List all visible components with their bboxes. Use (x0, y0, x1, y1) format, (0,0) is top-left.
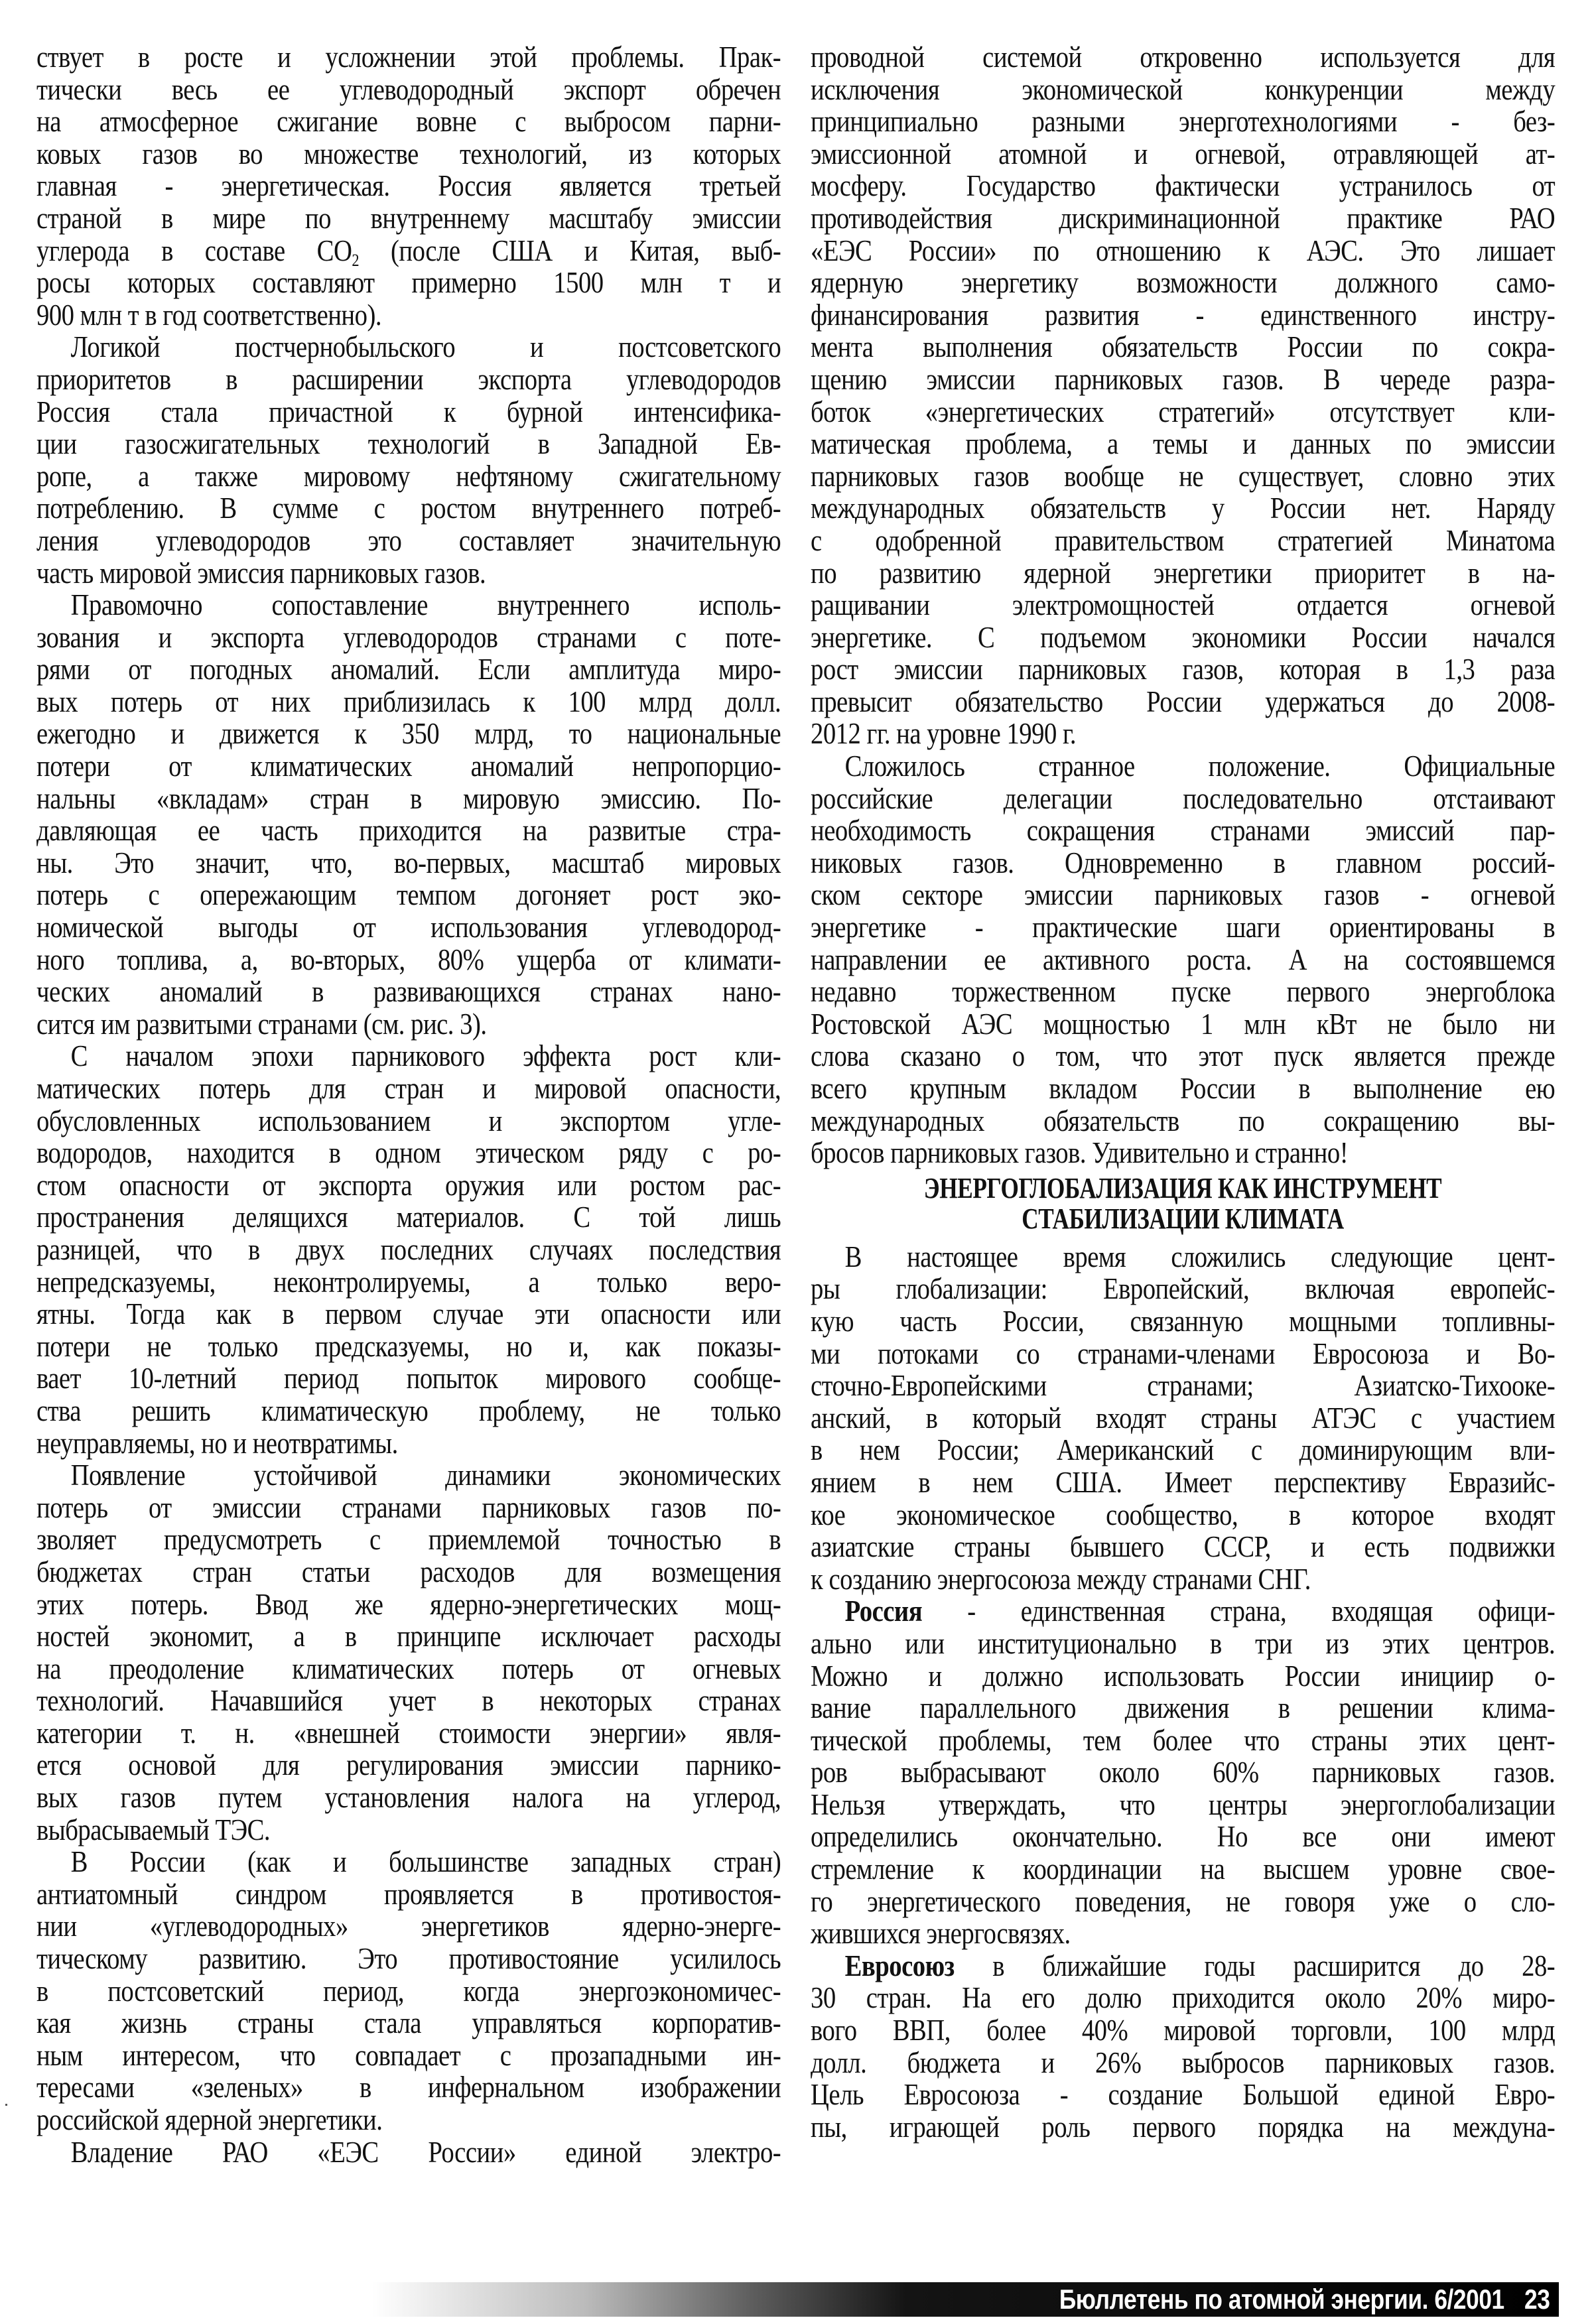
text-segment: боток «энергетических стратегий» отсутствует кли- (811, 395, 1556, 428)
text-line (811, 460, 1555, 493)
text-segment: недавно торжественном пуске первого энергоблока (811, 975, 1556, 1009)
text-segment: Нельзя утверждать, что центры энергоглобализации (811, 1787, 1556, 1821)
text-line (36, 74, 781, 106)
text-segment: 30 стран. На его долю приходится около 20% миро- (811, 1981, 1556, 2015)
text-segment: Правомочно сопоставление внутреннего исполь- (70, 588, 781, 622)
text-line (811, 944, 1555, 976)
text-line (36, 1878, 781, 1911)
text-segment: потреблению. В сумме с ростом внутреннего потреб- (36, 491, 781, 525)
text-segment: ры глобализации: Европейский, включая европейс- (811, 1272, 1556, 1306)
text-segment: янием в нем США. Имеет перспективу Евразийс- (811, 1465, 1556, 1499)
text-segment: сится им развитыми странами (см. рис. 3). (36, 1007, 487, 1041)
text-segment: превысит обязательство России удержаться до 2008- (811, 684, 1556, 718)
text-segment: технологий. Начавшийся учет в некоторых странах (36, 1684, 781, 1718)
section-heading-line: ЭНЕРГОГЛОБАЛИЗАЦИЯ КАК ИНСТРУМЕНТ (923, 1171, 1442, 1204)
text-segment: парниковых газов вообще не существует, словно этих (811, 459, 1556, 493)
text-line (811, 1531, 1555, 1563)
text-segment: ращивании электромощностей отдается огневой (811, 588, 1556, 622)
bold-lead-term: Россия (844, 1594, 923, 1628)
text-segment: азиатские страны бывшего СССР, и есть подвижки (811, 1530, 1556, 1564)
text-segment: выбрасываемый ТЭС. (36, 1813, 271, 1846)
text-line (811, 2014, 1555, 2047)
text-line (36, 363, 781, 396)
text-line (36, 686, 781, 718)
text-line (811, 814, 1555, 847)
text-segment: приоритетов в расширении экспорта углеводородов (36, 362, 781, 396)
text-segment: ны. Это значит, что, во-первых, масштаб мировых (36, 846, 781, 879)
text-line (811, 976, 1555, 1008)
text-line (811, 138, 1555, 170)
text-segment: стом опасности от экспорта оружия или ростом рас- (36, 1168, 781, 1202)
text-line (811, 1241, 1555, 1273)
text-line (811, 1917, 1555, 1950)
text-line (36, 2136, 781, 2169)
text-line (36, 460, 781, 493)
text-line (811, 41, 1555, 74)
text-segment: тересами «зеленых» в инфернальном изображении (36, 2071, 781, 2104)
text-line (811, 621, 1555, 654)
text-line (36, 589, 781, 621)
text-line (36, 1362, 781, 1395)
text-segment: долл. бюджета и 26% выбросов парниковых газов. (811, 2045, 1556, 2079)
text-line (811, 911, 1555, 944)
text-segment: финансирования развития - единственного инстру- (811, 298, 1556, 332)
text-line (36, 299, 781, 332)
text-line (36, 1492, 781, 1524)
text-line (811, 363, 1555, 396)
text-segment: всего крупным вкладом России в выполнение ею (811, 1072, 1556, 1105)
text-line (811, 653, 1555, 686)
text-segment: потери от климатических аномалий непропорцио- (36, 749, 781, 783)
text-segment: нии «углеводородных» энергетиков ядерно-энерге- (36, 1909, 781, 1943)
text-segment: непредсказуемы, неконтролируемы, а только веро- (36, 1265, 781, 1299)
text-segment: исключения экономической конкуренции между (811, 72, 1556, 106)
text-segment: ально или институционально в три из этих центров. (811, 1626, 1556, 1660)
text-line (811, 783, 1555, 815)
text-line (36, 911, 781, 944)
text-line (36, 847, 781, 879)
text-segment: ства решить климатическую проблему, не только (36, 1393, 781, 1427)
text-segment: слова сказано о том, что этот пуск является прежде (811, 1039, 1556, 1073)
text-segment: к созданию энергосоюза между странами СНГ. (811, 1562, 1311, 1596)
text-line (36, 1459, 781, 1492)
text-line (811, 879, 1555, 911)
text-segment: потерь от эмиссии странами парниковых газов по- (36, 1490, 781, 1524)
text-line (811, 170, 1555, 202)
text-line (811, 1756, 1555, 1789)
text-segment: Появление устойчивой динамики экономических (70, 1458, 781, 1492)
text-line (811, 331, 1555, 363)
text-segment: по развитию ядерной энергетики приоритет в на- (811, 556, 1556, 590)
text-segment: необходимость сокращения странами эмиссий пар- (811, 814, 1556, 848)
text-segment: вых потерь от них приблизилась к 100 млрд долл. (36, 684, 781, 718)
right-column (811, 41, 1555, 2143)
text-line (36, 1620, 781, 1653)
text-segment: 2012 гг. на уровне 1990 г. (811, 717, 1077, 751)
text-line (36, 1234, 781, 1266)
text-segment: вых газов путем установления налога на углерод, (36, 1781, 781, 1815)
text-segment: 900 млн т в год соответственно). (36, 298, 381, 332)
text-segment: сточно-Европейскими странами; Азиатско-Тихооке- (811, 1369, 1556, 1403)
text-line (36, 1717, 781, 1750)
text-segment: (после США и Китая, выб- (359, 233, 781, 267)
text-line (36, 1298, 781, 1330)
text-segment: Ростовской АЭС мощностью 1 млн кВт не было ни (811, 1007, 1556, 1041)
text-line (811, 1789, 1555, 1821)
text-segment: потерь с опережающим темпом догоняет рост эко- (36, 878, 781, 912)
text-line (36, 2071, 781, 2104)
text-line (36, 718, 781, 750)
text-segment: энергетике - практические шаги ориентированы в (811, 911, 1556, 944)
page-number: 23 (1524, 2284, 1550, 2315)
text-segment: ров выбрасывают около 60% парниковых газов. (811, 1756, 1556, 1789)
text-segment: в постсоветский период, когда энергоэкономичес- (36, 1974, 781, 2008)
text-segment: Логикой постчернобыльского и постсоветского (70, 330, 781, 364)
text-segment: рост эмиссии парниковых газов, которая в 1,3 раза (811, 653, 1556, 686)
text-segment: рями от погодных аномалий. Если амплитуда миро- (36, 653, 781, 686)
text-segment: принципиально разными энерготехнологиями - без- (811, 105, 1556, 139)
text-line (36, 2104, 781, 2136)
text-line (36, 1008, 781, 1041)
text-line (811, 750, 1555, 783)
text-segment: на атмосферное сжигание вовне с выбросом парни- (36, 105, 781, 139)
text-segment: - единственная страна, входящая офици- (922, 1594, 1556, 1628)
text-line (36, 1814, 781, 1846)
text-segment: С началом эпохи парникового эффекта рост кли- (70, 1039, 781, 1073)
text-line (36, 814, 781, 847)
text-segment: «ЕЭС России» по отношению к АЭС. Это лишает (811, 233, 1556, 267)
text-line (36, 1330, 781, 1363)
text-line (36, 621, 781, 654)
text-line (811, 2079, 1555, 2111)
text-segment: неуправляемы, но и неотвратимы. (36, 1426, 398, 1460)
text-segment: ропе, а также мировому нефтяному сжигательному (36, 459, 781, 493)
text-segment: кая жизнь страны стала управляться корпоратив- (36, 2006, 781, 2040)
text-segment: мосферу. Государство фактически устранилось от (811, 169, 1556, 203)
text-segment: никовых газов. Одновременно в главном россий- (811, 846, 1556, 879)
text-line (36, 944, 781, 976)
text-line (36, 1781, 781, 1814)
text-line (811, 1105, 1555, 1137)
text-line (36, 557, 781, 590)
text-line (36, 331, 781, 363)
section-heading (811, 1173, 1555, 1234)
text-line (811, 105, 1555, 138)
text-segment: Владение РАО «ЕЭС России» единой электро- (70, 2135, 781, 2169)
text-segment: тическому развитию. Это противостояние усилилось (36, 1942, 781, 1976)
text-segment: антиатомный синдром проявляется в противостоя- (36, 1877, 781, 1911)
text-line (36, 1201, 781, 1234)
text-line (36, 1072, 781, 1105)
text-line (811, 1499, 1555, 1531)
text-segment: ного топлива, а, во-вторых, 80% ущерба от климати- (36, 942, 781, 976)
text-line (811, 1660, 1555, 1693)
text-line (36, 2039, 781, 2072)
text-segment: ностей экономит, а в принципе исключает расходы (36, 1620, 781, 1653)
text-line (811, 1072, 1555, 1105)
text-segment: энергетике. С подъемом экономики России начался (811, 620, 1556, 654)
text-line (811, 267, 1555, 299)
text-line (36, 1588, 781, 1621)
text-line (36, 170, 781, 202)
text-segment: страной в мире по внутреннему масштабу эмиссии (36, 201, 781, 235)
page-footer (371, 2282, 1559, 2317)
text-line (36, 396, 781, 428)
text-segment: бюджетах стран статьи расходов для возмещения (36, 1555, 781, 1588)
text-line (811, 1724, 1555, 1757)
text-line (36, 1169, 781, 1202)
bold-lead-term: Евросоюз (844, 1949, 955, 1982)
text-line (36, 1523, 781, 1556)
text-segment: вого ВВП, более 40% мировой торговли, 100 млрд (811, 2014, 1556, 2047)
text-line (36, 41, 781, 74)
text-line (36, 525, 781, 557)
text-line (811, 1466, 1555, 1499)
text-segment: ется основой для регулирования эмиссии парнико- (36, 1748, 781, 1782)
text-line (36, 233, 781, 270)
text-segment: разницей, что в двух последних случаях последствия (36, 1232, 781, 1266)
text-line (36, 1685, 781, 1717)
text-line (811, 1273, 1555, 1305)
text-segment: главная - энергетическая. Россия является третьей (36, 169, 781, 203)
text-segment: в нем России; Американский с доминирующим вли- (811, 1433, 1556, 1467)
text-line (811, 396, 1555, 428)
text-segment: анский, в который входят страны АТЭС с участием (811, 1401, 1556, 1435)
text-segment: этих потерь. Ввод же ядерно-энергетических мощ- (36, 1587, 781, 1621)
text-segment: Сложилось странное положение. Официальные (844, 749, 1556, 783)
subscript: 2 (352, 250, 360, 270)
text-segment: обусловленных использованием и экспортом угле- (36, 1104, 781, 1137)
text-segment: В России (как и большинстве западных стран) (70, 1845, 781, 1879)
text-segment: пространения делящихся материалов. С той лишь (36, 1200, 781, 1234)
text-segment: водородов, находится в одном этическом ряду с ро- (36, 1136, 781, 1170)
text-line (811, 1982, 1555, 2014)
text-line (811, 1305, 1555, 1338)
text-line (811, 1853, 1555, 1886)
text-line (811, 202, 1555, 235)
text-segment: эмиссионной атомной и огневой, отравляющей ат- (811, 137, 1556, 170)
text-line (36, 1846, 781, 1878)
scan-speck (5, 2104, 7, 2106)
text-line (811, 1886, 1555, 1918)
text-segment: российские делегации последовательно отстаивают (811, 781, 1556, 815)
text-line (811, 589, 1555, 621)
text-segment: жившихся энергосвязях. (811, 1917, 1071, 1951)
text-line (811, 1040, 1555, 1072)
footer-text (1059, 2284, 1550, 2315)
text-segment: вает 10-летний период попыток мирового сообще- (36, 1362, 781, 1395)
text-segment: тически весь ее углеводородный экспорт обречен (36, 72, 781, 106)
text-line (811, 428, 1555, 460)
text-line (811, 1950, 1555, 1982)
text-segment: направлении ее активного роста. А на состоявшемся (811, 942, 1556, 976)
text-line (36, 267, 781, 299)
text-line (811, 1402, 1555, 1435)
text-line (811, 718, 1555, 750)
text-segment: давляющая ее часть приходится на развитые стра- (36, 814, 781, 848)
text-line (36, 1653, 781, 1685)
text-line (36, 2007, 781, 2039)
text-line (811, 1370, 1555, 1402)
text-segment: вание параллельного движения в решении клима- (811, 1691, 1556, 1725)
text-line (811, 492, 1555, 525)
text-line (811, 1338, 1555, 1370)
text-segment: Россия стала причастной к бурной интенсифика- (36, 395, 781, 428)
text-segment: номической выгоды от использования углеводород- (36, 911, 781, 944)
text-segment: мента выполнения обязательств России по сокра- (811, 330, 1556, 364)
text-line (811, 686, 1555, 718)
text-segment: кое экономическое сообщество, в которое входят (811, 1498, 1556, 1531)
text-line (36, 1427, 781, 1460)
text-segment: в ближайшие годы расширится до 28- (954, 1949, 1556, 1982)
text-segment: ления углеводородов это составляет значительную (36, 523, 781, 557)
text-line (36, 138, 781, 170)
text-line (36, 750, 781, 783)
text-segment: международных обязательств по сокращению вы- (811, 1104, 1556, 1137)
text-segment: зования и экспорта углеводородов странами с поте- (36, 620, 781, 654)
text-line (811, 299, 1555, 332)
text-line (811, 1821, 1555, 1853)
text-line (36, 1975, 781, 2008)
text-line (36, 1040, 781, 1072)
text-line (36, 1137, 781, 1169)
text-segment: потери не только предсказуемы, но и, как показы- (36, 1329, 781, 1363)
journal-title: Бюллетень по атомной энергии. 6/2001 (1059, 2284, 1504, 2315)
text-segment: проводной системой откровенно используется для (811, 40, 1556, 74)
left-column (36, 41, 781, 2168)
text-segment: щению эмиссии парниковых газов. В череде разра- (811, 362, 1556, 396)
text-segment: категории т. н. «внешней стоимости энергии» явля- (36, 1716, 781, 1750)
text-line (36, 976, 781, 1008)
text-segment: противодействия дискриминационной практике РАО (811, 201, 1556, 235)
text-segment: кую часть России, связанную мощными топливны- (811, 1304, 1556, 1338)
text-segment: нальны «вкладам» стран в мировую эмиссию. По- (36, 781, 781, 815)
text-line (811, 74, 1555, 106)
text-segment: ным интересом, что совпадает с прозападными ин- (36, 2038, 781, 2072)
text-line (36, 1749, 781, 1781)
text-segment: го энергетического поведения, не говоря уже о сло- (811, 1884, 1556, 1918)
text-segment: ческих аномалий в развивающихся странах нано- (36, 975, 781, 1009)
text-segment: ском секторе эмиссии парниковых газов - огневой (811, 878, 1556, 912)
text-line (811, 1692, 1555, 1724)
text-segment: определились окончательно. Но все они имеют (811, 1820, 1556, 1854)
text-segment: с одобренной правительством стратегией Минатома (811, 523, 1556, 557)
text-line (811, 235, 1555, 267)
text-segment: ми потоками со странами-членами Евросоюза и Во- (811, 1336, 1556, 1370)
text-segment: пы, играющей роль первого порядка на междуна- (811, 2110, 1556, 2144)
text-line (36, 428, 781, 460)
text-segment: на преодоление климатических потерь от огневых (36, 1651, 781, 1685)
text-segment: матических потерь для стран и мировой опасности, (36, 1072, 781, 1105)
text-segment: Можно и должно использовать России инициир о- (811, 1659, 1556, 1693)
text-line (811, 1434, 1555, 1466)
text-line (36, 1910, 781, 1943)
text-segment: В настоящее время сложились следующие цент- (844, 1240, 1556, 1273)
text-line (36, 1266, 781, 1299)
text-line (36, 1105, 781, 1137)
text-segment: международных обязательств у России нет. Наряду (811, 491, 1556, 525)
text-line (36, 653, 781, 686)
text-segment: бросов парниковых газов. Удивительно и странно! (811, 1136, 1349, 1170)
text-segment: ции газосжигательных технологий в Западной Ев- (36, 427, 781, 461)
text-line (36, 1556, 781, 1588)
text-line (36, 105, 781, 138)
text-segment: ствует в росте и усложнении этой проблемы. Прак- (36, 40, 781, 74)
text-segment: Цель Евросоюза - создание Большой единой Евро- (811, 2078, 1556, 2112)
text-segment: ятны. Тогда как в первом случае эти опасности или (36, 1297, 781, 1331)
text-segment: углерода в составе CO (36, 233, 352, 267)
text-line (811, 2047, 1555, 2079)
text-line (811, 847, 1555, 879)
text-segment: часть мировой эмиссия парниковых газов. (36, 556, 486, 590)
text-line (811, 1628, 1555, 1660)
text-segment: российской ядерной энергетики. (36, 2103, 383, 2136)
text-segment: зволяет предусмотреть с приемлемой точностью в (36, 1523, 781, 1557)
text-line (36, 202, 781, 235)
text-line (811, 1137, 1555, 1169)
text-segment: тической проблемы, тем более что страны этих цент- (811, 1723, 1556, 1757)
text-line (811, 525, 1555, 557)
text-segment: ковых газов во множестве технологий, из которых (36, 137, 781, 170)
text-line (36, 1943, 781, 1975)
text-line (36, 879, 781, 911)
text-segment: ядерную энергетику возможности должного само- (811, 266, 1556, 300)
text-segment: стремление к координации на высшем уровне свое- (811, 1852, 1556, 1886)
text-line (811, 1563, 1555, 1596)
text-line (811, 557, 1555, 590)
text-line (811, 1008, 1555, 1041)
text-line (811, 1595, 1555, 1628)
text-line (36, 492, 781, 525)
text-segment: росы которых составляют примерно 1500 млн т и (36, 266, 781, 300)
text-segment: ежегодно и движется к 350 млрд, то национальные (36, 717, 781, 751)
text-line (811, 2111, 1555, 2144)
text-segment: матическая проблема, а темы и данных по эмиссии (811, 427, 1556, 461)
text-line (36, 783, 781, 815)
section-heading-line: СТАБИЛИЗАЦИИ КЛИМАТА (1022, 1202, 1344, 1235)
text-line (36, 1395, 781, 1427)
